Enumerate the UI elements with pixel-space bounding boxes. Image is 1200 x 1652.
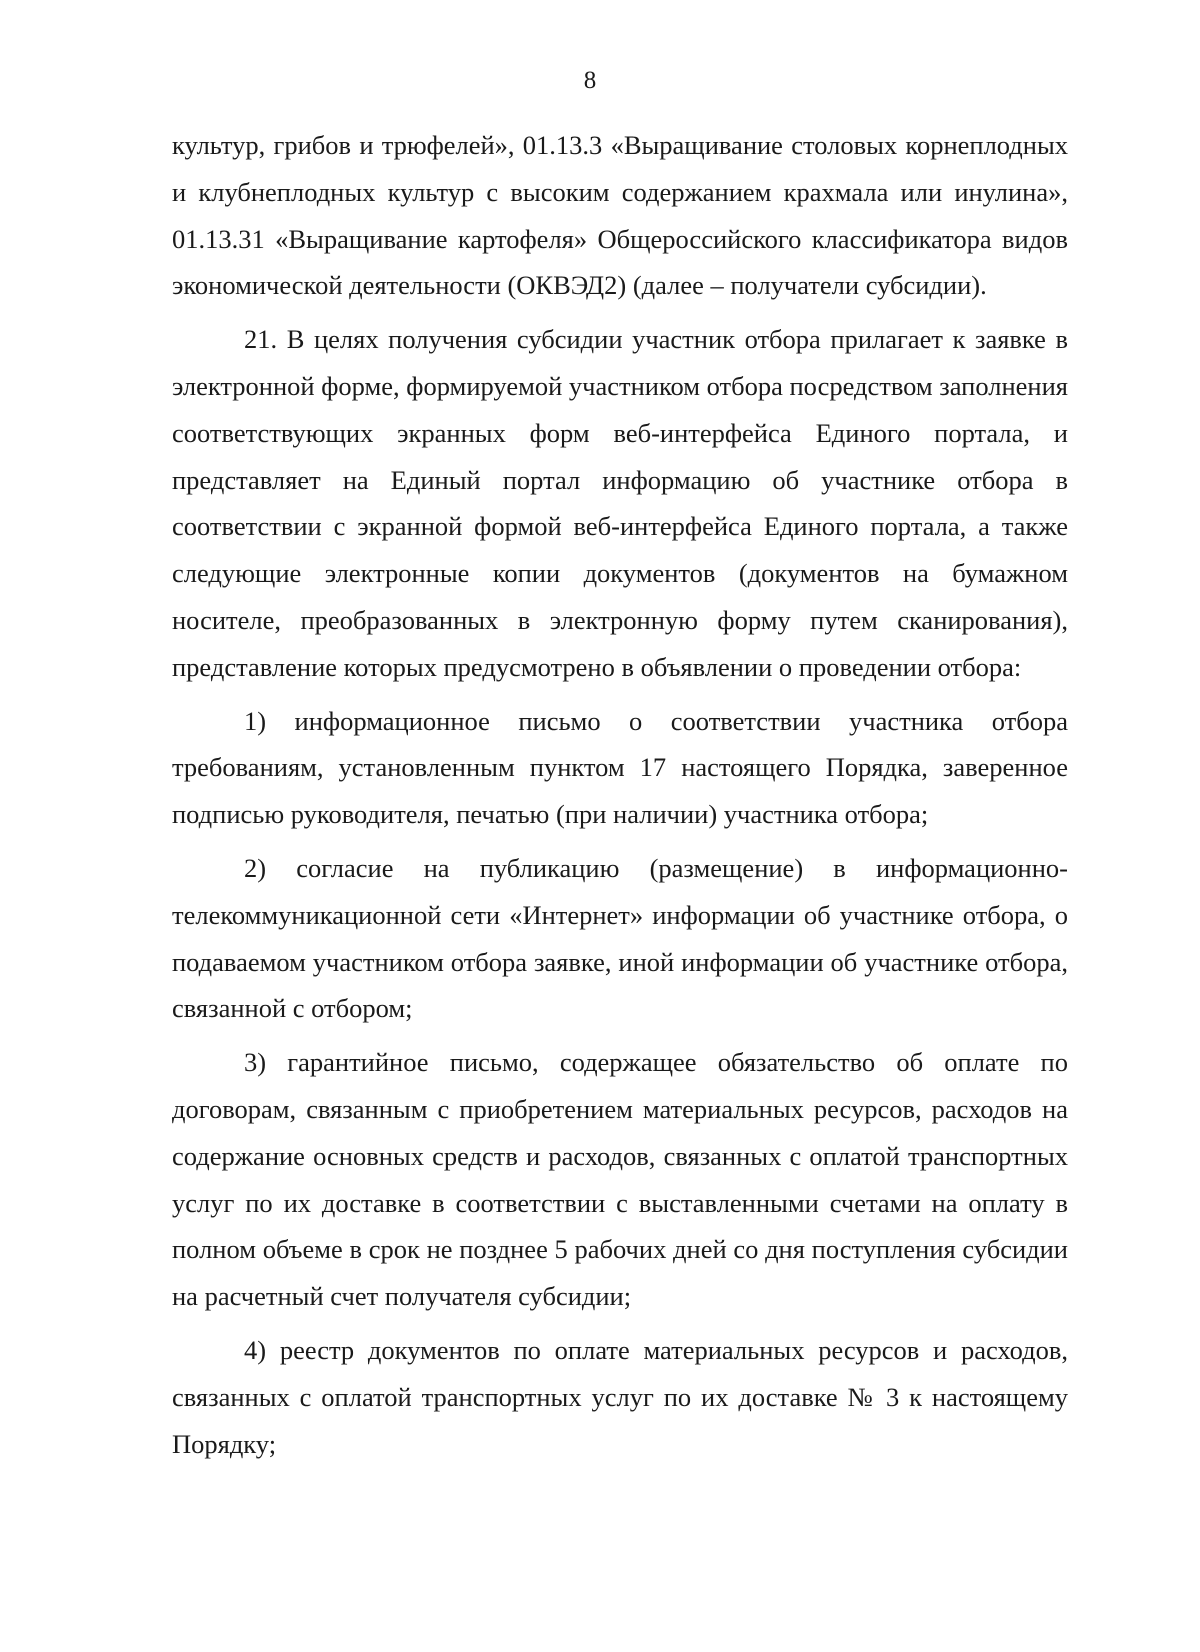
list-item-3: 3) гарантийное письмо, содержащее обязательство об оплате по договорам, связанным с приобретением материальных ресурсов, расходов на содержание основных средств и расходов, связанных с оплатой транспортных услуг по их доставке в соответствии с выставленными счетами на оплату в полном объеме в срок не позднее 5 рабочих дней со дня поступления субсидии на расчетный счет получателя субсидии;: [172, 1047, 1068, 1312]
paragraph-item-21: 21. В целях получения субсидии участник отбора прилагает к заявке в электронной форме, формируемой участником отбора посредством заполнения соответствующих экранных форм веб-интерфейса Единого портала, и представляет на Единый портал информацию об участнике отбора в соответствии с экранной формой веб-интерфейса Единого портала, а также следующие электронные копии документов (документов на бумажном носителе, преобразованных в электронную форму путем сканирования), представление которых предусмотрено в объявлении о проведении отбора:: [172, 324, 1068, 682]
page-number: 8: [583, 67, 597, 94]
document-body: [172, 122, 1068, 1467]
list-item-4: 4) реестр документов по оплате материальных ресурсов и расходов, связанных с оплатой транспортных услуг по их доставке № 3 к настоящему Порядку;: [172, 1334, 1068, 1459]
list-item-2: 2) согласие на публикацию (размещение) в информационно-телекоммуникационной сети «Интернет» информации об участнике отбора, о подаваемом участником отбора заявке, иной информации об участнике отбора, связанной с отбором;: [172, 852, 1068, 1024]
list-item-1: 1) информационное письмо о соответствии участника отбора требованиям, установленным пунктом 17 настоящего Порядка, заверенное подписью руководителя, печатью (при наличии) участника отбора;: [172, 705, 1068, 830]
paragraph-continuation: культур, грибов и трюфелей», 01.13.3 «Выращивание столовых корнеплодных и клубнеплодных культур с высоким содержанием крахмала или инулина», 01.13.31 «Выращивание картофеля» Общероссийского классификатора видов экономической деятельности (ОКВЭД2) (далее – получатели субсидии).: [172, 130, 1068, 301]
